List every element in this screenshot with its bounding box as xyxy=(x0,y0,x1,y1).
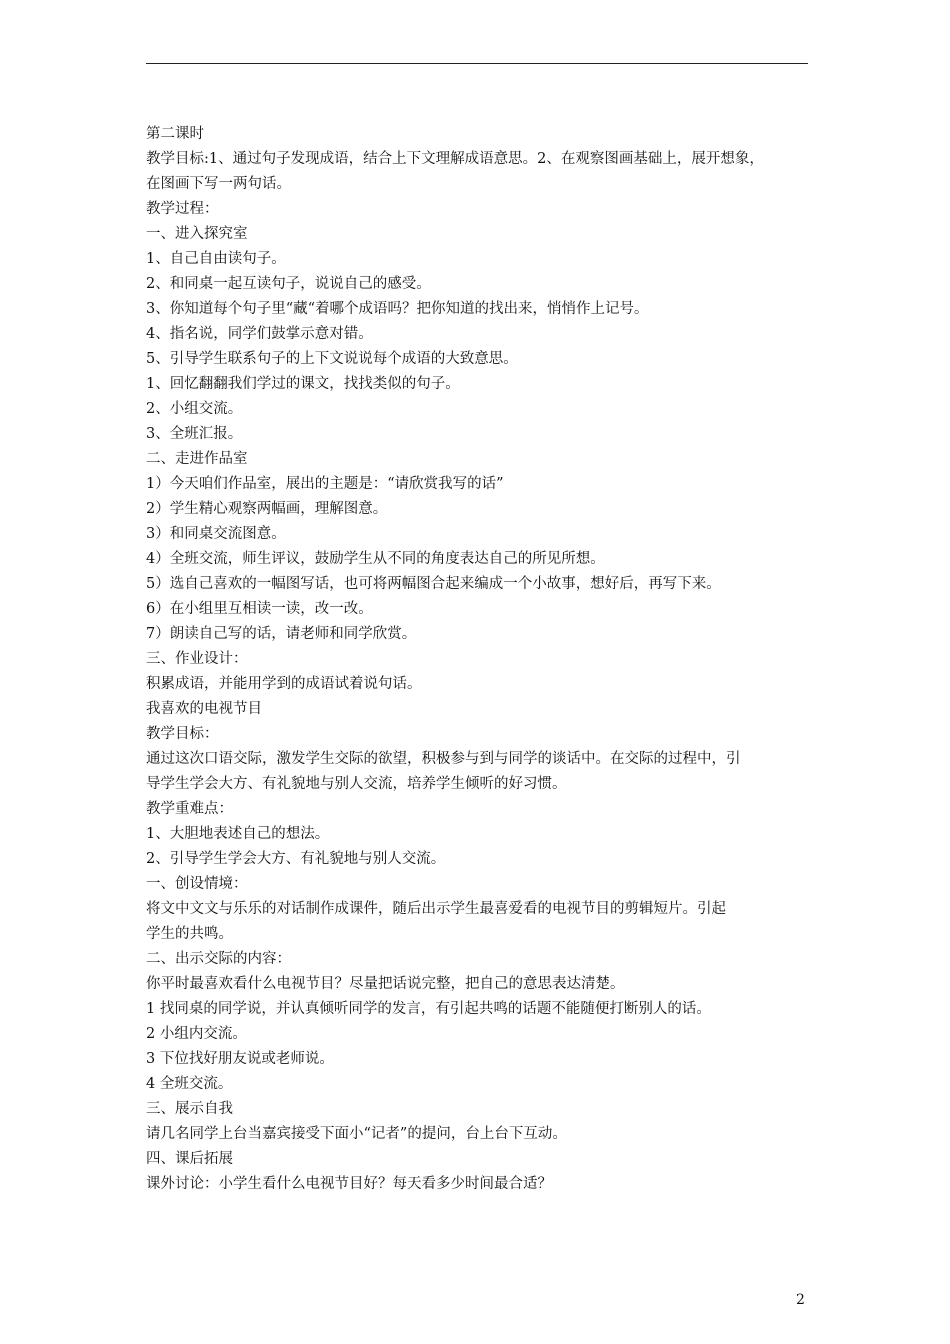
text-line: 通过这次口语交际，激发学生交际的欲望，积极参与到与同学的谈话中。在交际的过程中，引 xyxy=(146,751,741,767)
text-line: 4 全班交流。 xyxy=(146,1076,233,1092)
text-line: 三、作业设计： xyxy=(146,651,248,667)
text-line: 7）朗读自己写的话，请老师和同学欣赏。 xyxy=(146,626,417,642)
text-line: 1）今天咱们作品室，展出的主题是：“请欣赏我写的话” xyxy=(146,476,504,492)
text-line: 4）全班交流，师生评议，鼓励学生从不同的角度表达自己的所见所想。 xyxy=(146,551,605,567)
text-line: 3、全班汇报。 xyxy=(146,426,243,442)
text-line: 课外讨论：小学生看什么电视节目好？每天看多少时间最合适？ xyxy=(146,1176,552,1192)
text-line: 教学重难点： xyxy=(146,801,233,817)
text-line: 3 下位找好朋友说或老师说。 xyxy=(146,1051,334,1067)
text-line: 学生的共鸣。 xyxy=(146,926,233,942)
text-line: 3、你知道每个句子里“藏“着哪个成语吗？把你知道的找出来，悄悄作上记号。 xyxy=(146,301,649,317)
text-line: 请几名同学上台当嘉宾接受下面小“记者”的提问，台上台下互动。 xyxy=(146,1126,567,1142)
text-line: 教学目标:1、通过句子发现成语，结合上下文理解成语意思。2、在观察图画基础上，展开想象， xyxy=(146,151,764,167)
header-rule xyxy=(146,63,808,64)
text-line: 2、引导学生学会大方、有礼貌地与别人交流。 xyxy=(146,851,446,867)
text-line: 2）学生精心观察两幅画，理解图意。 xyxy=(146,501,388,517)
text-line: 二、出示交际的内容： xyxy=(146,951,291,967)
text-line: 第二课时 xyxy=(146,126,204,142)
text-line: 二、走进作品室 xyxy=(146,451,248,467)
text-line: 1、回忆翻翻我们学过的课文，找找类似的句子。 xyxy=(146,376,460,392)
text-line: 1、自己自由读句子。 xyxy=(146,251,286,267)
text-line: 你平时最喜欢看什么电视节目？尽量把话说完整，把自己的意思表达清楚。 xyxy=(146,976,625,992)
text-line: 2 小组内交流。 xyxy=(146,1026,247,1042)
text-line: 4、指名说，同学们鼓掌示意对错。 xyxy=(146,326,373,342)
text-line: 将文中文文与乐乐的对话制作成课件，随后出示学生最喜爱看的电视节目的剪辑短片。引起 xyxy=(146,901,726,917)
document-body xyxy=(146,122,810,1197)
text-line: 1、大胆地表述自己的想法。 xyxy=(146,826,330,842)
text-line: 一、创设情境： xyxy=(146,876,248,892)
text-line: 5）选自己喜欢的一幅图写话，也可将两幅图合起来编成一个小故事，想好后，再写下来。 xyxy=(146,576,721,592)
text-line: 2、小组交流。 xyxy=(146,401,243,417)
text-line: 教学过程： xyxy=(146,201,219,217)
text-line: 积累成语，并能用学到的成语试着说句话。 xyxy=(146,676,422,692)
text-line: 5、引导学生联系句子的上下文说说每个成语的大致意思。 xyxy=(146,351,518,367)
text-line: 三、展示自我 xyxy=(146,1101,233,1117)
page-number: 2 xyxy=(796,1292,805,1308)
text-line: 3）和同桌交流图意。 xyxy=(146,526,286,542)
text-line: 在图画下写一两句话。 xyxy=(146,176,291,192)
text-line: 四、课后拓展 xyxy=(146,1151,233,1167)
text-line: 一、进入探究室 xyxy=(146,226,248,242)
text-line: 教学目标： xyxy=(146,726,219,742)
text-line: 2、和同桌一起互读句子，说说自己的感受。 xyxy=(146,276,431,292)
text-line: 6）在小组里互相读一读，改一改。 xyxy=(146,601,373,617)
text-line: 我喜欢的电视节目 xyxy=(146,701,262,717)
text-line: 导学生学会大方、有礼貌地与别人交流，培养学生倾听的好习惯。 xyxy=(146,776,567,792)
text-line: 1 找同桌的同学说，并认真倾听同学的发言，有引起共鸣的话题不能随便打断别人的话。 xyxy=(146,1001,711,1017)
